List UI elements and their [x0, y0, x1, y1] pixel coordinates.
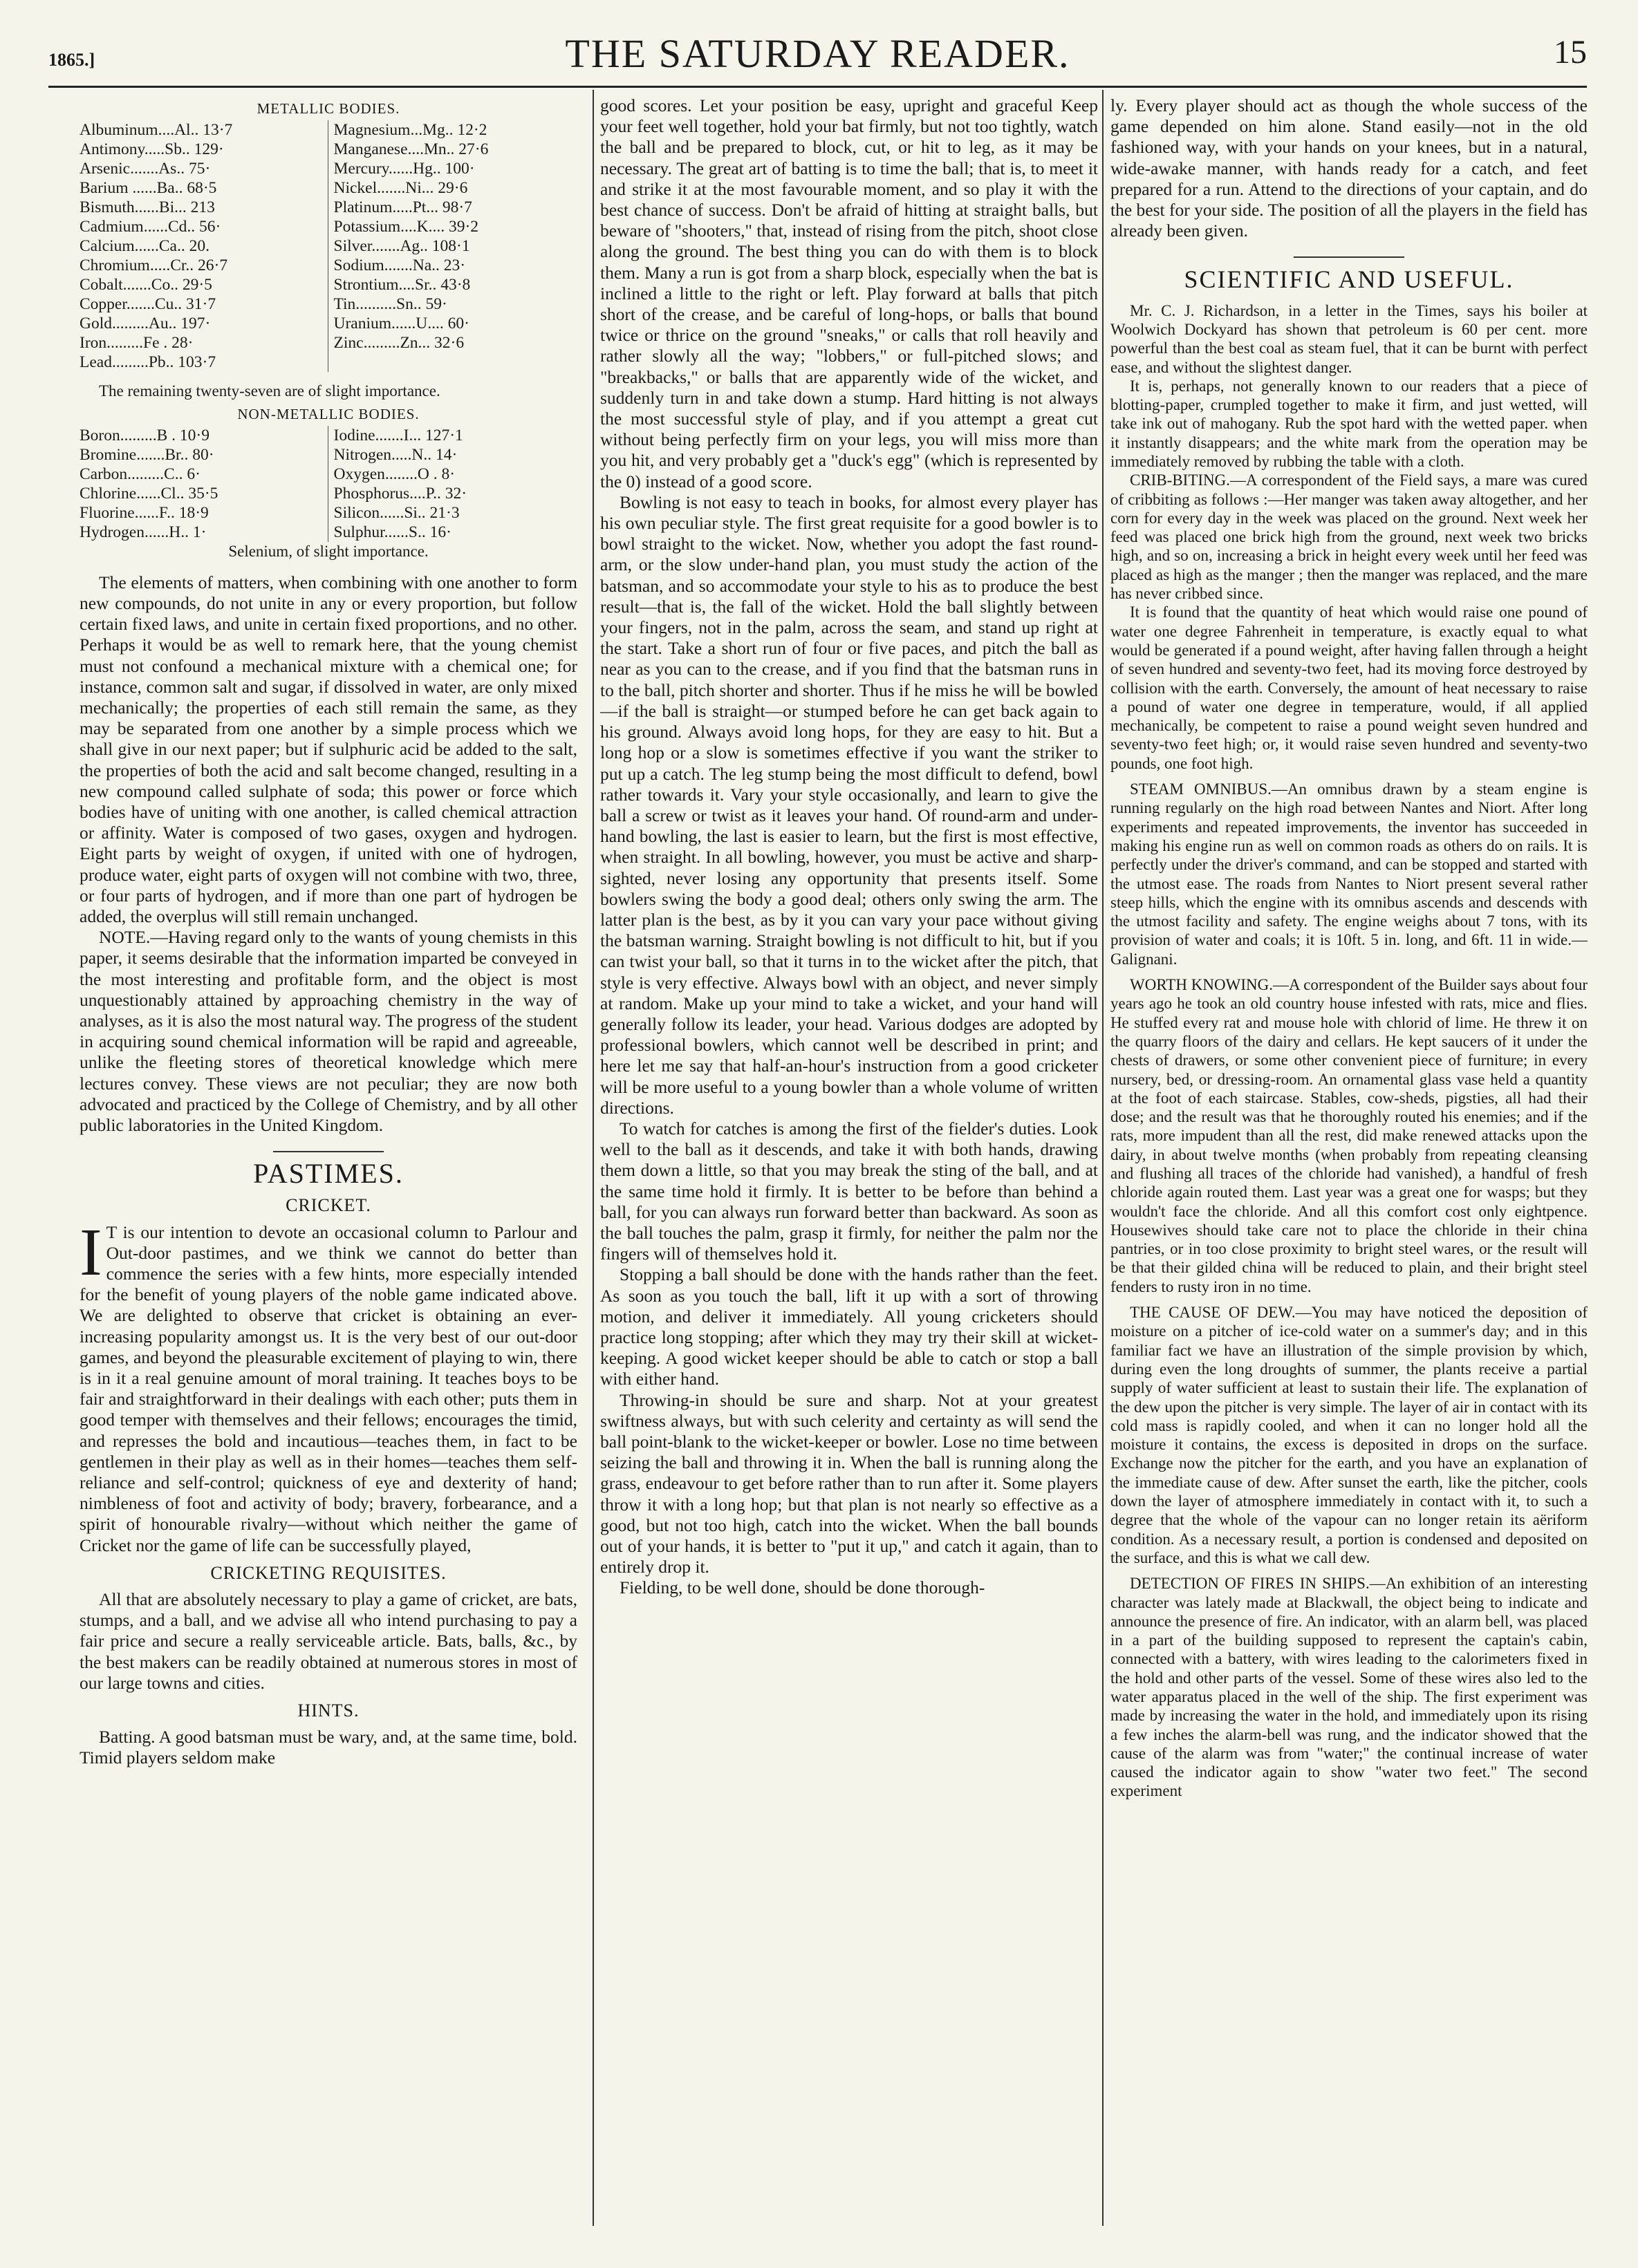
non-metallic-bodies-table: [80, 426, 577, 542]
paragraph: Throwing-in should be sure and sharp. Not at your greatest swiftness always, but with such celerity and certainty as will send the ball point-blank to the wicket-keeper or bowler. Lose no time between seizing the ball and throwing it in. When the ball is running along the grass, endeavour to get before rather than to run after it. Some players throw it with a long hop; but that plan is not nearly so effective as a good, but not too high, catch into the wicket. When the ball bounds out of your hands, it is better to "put it up," and catch it again, than to entirely drop it.: [600, 1389, 1098, 1577]
element-row: Strontium....Sr.. 43·8: [333, 276, 471, 294]
paragraph: Fielding, to be well done, should be done thorough-: [620, 1577, 985, 1598]
paragraph: THE CAUSE OF DEW.—You may have noticed the deposition of moisture on a pitcher of ice-cold water on a summer's day; and in this familiar fact we have an illustration of the simple provision by which, during even the long droughts of summer, the plants receive a partial supply of water sufficient at least to sustain their life. The explanation of the dew upon the pitcher is very simple. The layer of air in contact with its cold mass is rapidly cooled, and when it can no longer hold all the moisture it contains, the excess is deposited in drops on the surface. Exchange now the pitcher for the earth, and you have an explanation of the immediate cause of dew. After sunset the earth, like the pitcher, cools down the layer of atmosphere immediately in contact with it, to such a degree that the whole of the vapour can no longer retain its aëriform condition. As a necessary result, a portion is condensed and deposited on the surface, and this is what we call dew.: [1110, 1304, 1588, 1566]
column-2: [600, 95, 1098, 2231]
element-row: Bromine.......Br.. 80·: [80, 445, 214, 464]
paragraph: good scores. Let your position be easy, upright and graceful Keep your feet well together, hold your bat firmly, but not too tightly, watch the ball and be prepared to block, cut, or hit to leg, as it may be necessary. The great art of batting is to time the ball; that is, to meet it and strike it at the most favourable moment, and so play it with the best chance of success. Don't be afraid of hitting at straight balls, but beware of "shooters," that, instead of rising from the pitch, shoot close along the ground. The best thing you can do with them is to block them. Many a run is got from a sharp block, especially when the bat is inclined a little to the right or left. Play forward at balls that pitch short of the crease, and be careful of long-hops, or balls that bound twice or thrice on the ground "sneaks," or calls that roll heavily and rather slowly all the way; "lobbers," or full-pitched slows; and "breakbacks," or balls that are apparently wide of the wicket, and suddenly turn in and take down a stump. Hard hitting is not always the most successful style of play, and if you attempt a great cut without being perfectly firm on your legs, you will miss more than you hit, and very probably get a "duck's egg" (which is represented by the 0) instead of a good score.: [600, 95, 1098, 491]
paragraph: It is, perhaps, not generally known to our readers that a piece of blotting-paper, crumpled together to make it firm, and just wetted, will take ink out of mahogany. Rub the spot hard with the wetted paper. when it instantly disappears; and the white mark from the operation may be immediately removed by rubbing the table with a cloth.: [1110, 377, 1588, 470]
element-row: Nitrogen.....N.. 14·: [333, 445, 458, 464]
non-metallic-bodies-title: NON-METALLIC BODIES.: [237, 405, 420, 422]
paragraph: To watch for catches is among the first of the fielder's duties. Look well to the ball as it descends, and take it with both hands, drawing them down a little, so that you may break the sting of the ball, and at the same time hold it firmly. It is better to be before than behind a ball, for you can always run forward better than backward. As soon as the ball touches the palm, grasp it firmly, for neither the palm nor the fingers will of themselves hold it.: [600, 1118, 1098, 1264]
element-column: [334, 426, 578, 542]
drop-cap: I: [80, 1215, 102, 1290]
paragraph: WORTH KNOWING.—A correspondent of the Builder says about four years ago he took an old country house infested with rats, mice and flies. He stuffed every rat and mouse hole with chlorid of lime. He threw it on the quarry floors of the dairy and cellars. He kept saucers of it under the chests of drawers, or some other convenient piece of furniture; in every nursery, bed, or dressing-room. An ornamental glass vase held a quantity at the foot of each staircase. Stables, cow-sheds, pigsties, all had their dose; and the result was that he thoroughly routed his enemies; and if the rats, more impudent than all the rest, did make renewed attacks upon the dairy, in about twelve months (when probably from repeating cleansing and flushing all traces of the chloride had vanished), a handful of fresh chloride again routed them. Last year was a great one for wasps; but they wouldn't face the chloride. And all this comfort cost only eightpence. Housewives should take care not to place the chloride in their china pantries, or in too close proximity to bright steel wares, or the result will be that their gilded china will be reduced to plain, and their bright steel fenders to rusty iron in no time.: [1110, 976, 1588, 1295]
section-heading-pastimes: PASTIMES.: [253, 1158, 404, 1190]
paragraph: STEAM OMNIBUS.—An omnibus drawn by a steam engine is running regularly on the high road between Nantes and Niort. After long experiments and repeated improvements, the inventor has succeeded in making his engine run as well on common roads as others do on rails. It is perfectly under the driver's command, and can be stopped and started with the utmost ease. The roads from Nantes to Niort present several rather steep hills, which the engine with its omnibus ascends and descends with the utmost facility and safety. The engine weighs about 7 tons, with its provision of water and coals; it is 10ft. 5 in. long, and 6ft. 11 in wide.—Galignani.: [1110, 780, 1588, 968]
paragraph: NOTE.—Having regard only to the wants of young chemists in this paper, it seems desirable that the information imparted be conveyed in the most interesting and profitable form, and the object is most unquestionably attained by approaching chemistry in the way of analyses, as it is also the most natural way. The progress of the student in acquiring sound chemical information will be rapid and agreeable, unlike the fleeting stores of theoretical knowledge which mere lectures convey. These views are not peculiar; they are now both advocated and practiced by the College of Chemistry, and by all other public laboratories in the United Kingdom.: [80, 927, 577, 1135]
element-row: Bismuth......Bi... 213: [80, 198, 215, 217]
element-row: Nickel.......Ni... 29·6: [333, 179, 468, 198]
element-row: Potassium....K.... 39·2: [333, 218, 479, 236]
section-rule: [273, 1151, 384, 1152]
paragraph: DETECTION OF FIRES IN SHIPS.—An exhibition of an interesting character was lately made at Blackwall, the object being to indicate and announce the presence of fire. An indicator, with an alarm bell, was placed in a part of the building supposed to represent the captain's cabin, connected with a battery, with wires leading to the calorimeters fixed in the hold and other parts of the vessel. Some of these wires also led to the water apparatus placed in the well of the ship. The first experiment was made by increasing the water in the hold, and immediately upon its rising a few inches the alarm-bell was rung, and the indicator showed that the cause of the alarm was from "water;" the continual increase of water caused the indicator again to show "water two feet." The second experiment: [1110, 1575, 1588, 1800]
element-row: Silver.......Ag.. 108·1: [333, 237, 470, 256]
paragraph: The elements of matters, when combining with one another to form new compounds, do not unite in any or every proportion, but follow certain fixed laws, and unite in certain fixed proportions, and no other. Perhaps it would be as well to remark here, that the young chemist must not confound a mechanical mixture with a chemical one; for instance, common salt and sugar, if dissolved in water, are only mixed mechanically; the properties of each still remain the same, as they may be separated from one another by a simple process which we shall give in our next paper; but if sulphuric acid be added to the salt, the properties of both the acid and salt become changed, resulting in a new compound called sulphate of soda; this power or force which bodies have of uniting with one another, is called chemical attraction or affinity. Water is composed of two gases, oxygen and hydrogen. Eight parts by weight of oxygen, if united with one of hydrogen, produce water, eight parts of oxygen will not combine with two, three, or four parts of hydrogen, and if more than one part of hydrogen be added, the overplus will still remain unchanged.: [80, 572, 577, 926]
element-row: Calcium......Ca.. 20.: [80, 237, 210, 256]
paragraph: Bowling is not easy to teach in books, for almost every player has his own peculiar style. The first great requisite for a good bowler is to bowl straight to the wicket. Now, whether you adopt the fast round-arm, or the slow under-hand plan, you must study the action of the batsman, and so accommodate your style to his as to produce the best result—that is, the fall of the wicket. Hold the ball slightly between your fingers, not in the palm, across the seam, and stand up right at the start. Take a short run of four or five paces, and pitch the ball as near as you can to the crease, and if you find that the batsman runs in to the ball, pitch shorter and shorter. Thus if he miss he will be bowled—if the ball is straight—or stumped before he can get back again to his ground. Always avoid long hops, for they are easy to hit. But a long hop or a slow is sometimes effective if you want the striker to put up a catch. The leg stump being the most difficult to defend, bowl rather towards it. Vary your style occasionally, and learn to give the ball a screw or twist as it leaves your hand. Of round-arm and under-hand bowling, the last is easier to learn, but the first is most effective, when straight. In all bowling, however, you must be active and sharp-sighted, never losing any opportunity that presents itself. Some bowlers swing the body a good deal; others only swing the arm. The latter plan is the best, as by it you can vary your pace without giving the batsman warning. Straight bowling is not difficult to hit, but if you can twist your ball, so that it turns in to the wicket after the pitch, that style is very effective. Always bowl with an object, and never simply at random. Make up your mind to take a wicket, and your hand will generally follow its leader, your head. Various dodges are adopted by professional bowlers, which cannot well be described in print; and here let me say that half-an-hour's instruction from a good cricketer will be more useful to a young bowler than a whole volume of written directions.: [600, 491, 1098, 1118]
column-1: [80, 95, 577, 2231]
element-row: Uranium......U.... 60·: [333, 315, 469, 333]
non-metallic-note: Selenium, of slight importance.: [228, 542, 429, 560]
page-header: [48, 30, 1587, 86]
element-row: Oxygen........O . 8·: [333, 465, 456, 483]
element-row: Lead.........Pb.. 103·7: [80, 353, 216, 372]
metallic-note: The remaining twenty-seven are of slight importance.: [99, 382, 440, 400]
element-row: Mercury......Hg.. 100·: [333, 160, 475, 178]
section-rule: [1294, 256, 1404, 258]
element-row: Tin..........Sn.. 59·: [333, 295, 447, 314]
element-row: Albuminum....Al.. 13·7: [80, 121, 233, 140]
element-row: Antimony.....Sb.. 129·: [80, 140, 224, 159]
column-3: [1110, 95, 1588, 2231]
element-row: Silicon......Si.. 21·3: [333, 503, 460, 522]
metallic-bodies-title: METALLIC BODIES.: [257, 100, 400, 117]
element-row: Phosphorus....P.. 32·: [333, 484, 467, 503]
element-row: Manganese....Mn.. 27·6: [333, 140, 489, 159]
paragraph: Batting. A good batsman must be wary, and, at the same time, bold. Timid players seldom make: [80, 1727, 577, 1768]
element-row: Sulphur......S.. 16·: [333, 523, 452, 541]
paragraph: All that are absolutely necessary to play a game of cricket, are bats, stumps, and a ball, and we advise all who intend purchasing to pay a fair price and secure a really serviceable article. Bats, balls, &c., by the best makers can be readily obtained at numerous stores in most of our large towns and cities.: [80, 1589, 577, 1693]
subheading-cricket: CRICKET.: [286, 1195, 371, 1216]
metallic-bodies-table: [80, 120, 577, 372]
element-row: Iron.........Fe . 28·: [80, 334, 194, 353]
column-divider-2: [1102, 90, 1104, 2226]
issue-year: 1865.]: [48, 50, 95, 70]
element-column: [80, 426, 328, 542]
element-row: Gold.........Au.. 197·: [80, 315, 211, 333]
element-row: Chlorine......Cl.. 35·5: [80, 484, 218, 503]
column-divider-1: [593, 90, 594, 2226]
page-number: 15: [1554, 34, 1587, 71]
paragraph: Mr. C. J. Richardson, in a letter in the Times, says his boiler at Woolwich Dockyard has shown that petroleum is 60 per cent. more powerful than the best coal as steam fuel, that it can be burnt with perfect ease, and without the slightest danger.: [1110, 301, 1588, 376]
paragraph: I T is our intention to devote an occasional column to Parlour and Out-door pastimes, and we think we cannot do better than commence the series with a few hints, more especially intended for the benefit of young players of the noble game indicated above. We are delighted to observe that cricket is obtaining an ever-increasing popularity amongst us. It is the very best of our out-door games, and beyond the pleasurable excitement of playing to win, there is in it a real genuine amount of moral training. It teaches boys to be fair and straightforward in their dealings with each other; puts them in good temper with themselves and their fellows; encourages the timid, and represses the bold and incautious—teaches them, in fact to be gentlemen in their play as well as in their homes—teaches them self-reliance and self-control; quickness of eye and dexterity of hand; nimbleness of foot and activity of body; bravery, forbearance, and a spirit of honourable rivalry—without which neither the game of Cricket nor the game of life can be successfully played,: [80, 1215, 577, 1555]
element-row: Chromium.....Cr.. 26·7: [80, 256, 228, 275]
header-rule: [48, 86, 1587, 88]
element-row: Platinum.....Pt... 98·7: [333, 198, 472, 217]
element-row: Zinc.........Zn... 32·6: [333, 334, 465, 353]
paragraph: It is found that the quantity of heat which would raise one pound of water one degree Fahrenheit in temperature, is exactly equal to what would be generated if a pound weight, after having fallen through a height of seven hundred and seventy-two feet, had its moving force destroyed by collision with the earth. Conversely, the amount of heat necessary to raise a pound of water one degree in temperature, would, if all applied mechanically, be competent to raise a pound weight seven hundred and seventy-two feet high; or, it would raise seven hundred and seventy-two pounds, one foot high.: [1110, 603, 1588, 772]
element-row: Cadmium......Cd.. 56·: [80, 218, 221, 236]
element-column: [334, 120, 578, 372]
element-row: Sodium.......Na.. 23·: [333, 256, 466, 275]
element-row: Carbon.........C.. 6·: [80, 465, 201, 483]
subheading-requisites: CRICKETING REQUISITES.: [210, 1562, 447, 1583]
element-row: Cobalt.......Co.. 29·5: [80, 276, 212, 294]
element-row: Barium ......Ba.. 68·5: [80, 179, 217, 198]
element-column: [80, 120, 328, 372]
paragraph: CRIB-BITING.—A correspondent of the Field says, a mare was cured of cribbiting as follows :—Her manger was taken away altogether, and her corn for every day in the week was placed on the ground. Next week her feed was placed one brick high from the ground, next week two bricks high, and so on, increasing a brick in height every week until her feed was placed as high as the manger ; then the manger was replaced, and the mare has never cribbed since.: [1110, 471, 1588, 603]
subheading-hints: HINTS.: [297, 1700, 360, 1721]
element-row: Boron.........B . 10·9: [80, 426, 210, 444]
element-row: Arsenic.......As.. 75·: [80, 160, 211, 178]
paragraph: Stopping a ball should be done with the hands rather than the feet. As soon as you touch the ball, lift it up with a sort of throwing motion, and deliver it immediately. All young cricketers should practice long stopping; after which they may try their skill at wicket-keeping. A good wicket keeper should be able to catch or stop a ball with either hand.: [600, 1264, 1098, 1389]
masthead-title: THE SATURDAY READER.: [565, 31, 1070, 76]
paragraph: ly. Every player should act as though the whole success of the game depended on him alone. Stand easily—not in the old fashioned way, with your hands on your knees, but in a natural, wide-awake manner, with hands ready for a catch, and feet prepared for a run. Attend to the directions of your captain, and do the best for your side. The position of all the players in the field has already been given.: [1110, 95, 1588, 241]
element-row: Iodine.......I... 127·1: [333, 426, 463, 444]
element-row: Copper.......Cu.. 31·7: [80, 295, 216, 314]
element-row: Hydrogen......H.. 1·: [80, 523, 207, 541]
section-heading-scientific: SCIENTIFIC AND USEFUL.: [1184, 265, 1514, 294]
element-row: Fluorine......F.. 18·9: [80, 503, 209, 522]
element-row: Magnesium...Mg.. 12·2: [333, 121, 487, 140]
